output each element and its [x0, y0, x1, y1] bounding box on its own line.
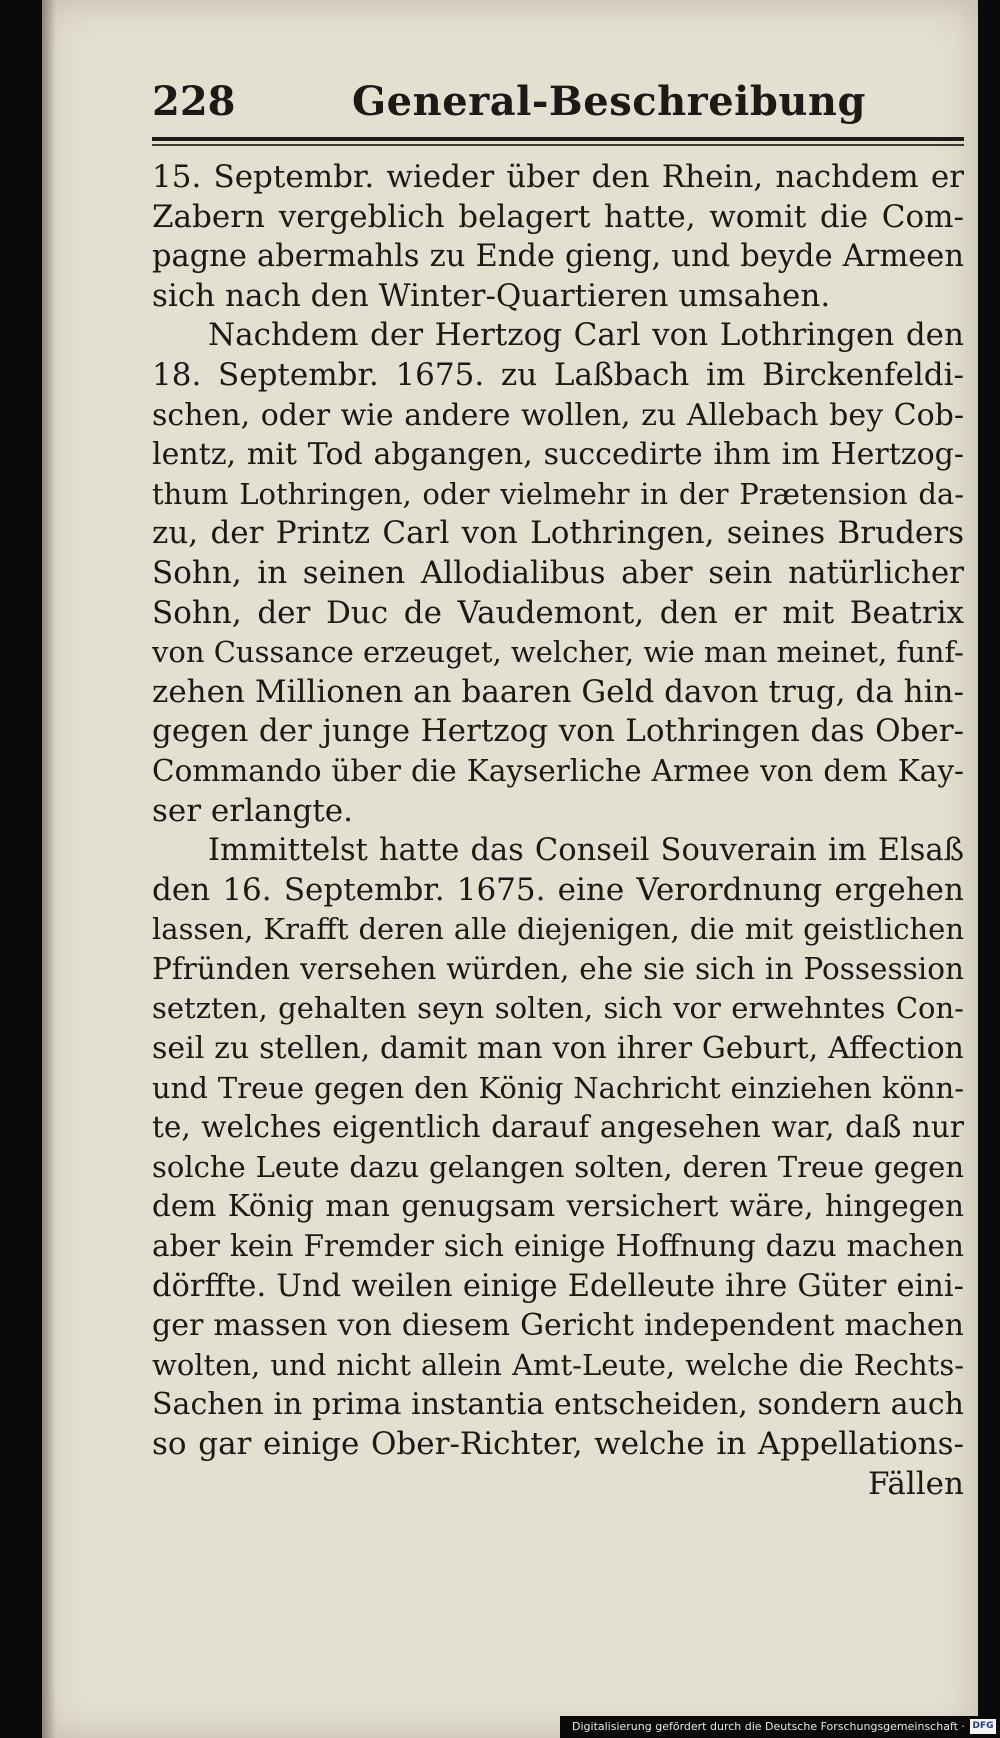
text-line: sich nach den Winter-Quartieren umsahen. — [152, 277, 831, 314]
text-line: pagne abermahls zu Ende gieng, und beyde Armeen — [152, 239, 964, 275]
catchword: Fällen — [867, 1465, 964, 1502]
text-line: Pfründen versehen würden, ehe sie sich in Possession — [152, 951, 964, 986]
text-line: dörffte. Und weilen einige Edelleute ihre Güter eini- — [152, 1268, 964, 1304]
text-line: Immittelst hatte das Conseil Souverain im Elsaß — [208, 833, 964, 869]
text-line: lentz, mit Tod abgangen, succedirte ihm im Hertzog- — [152, 437, 964, 473]
text-line: lassen, Krafft deren alle diejenigen, die mit geistlichen — [152, 912, 964, 947]
text-line: aber kein Fremder sich einige Hoffnung dazu machen — [152, 1229, 964, 1264]
text-line: ger massen von diesem Gericht independent machen — [152, 1308, 964, 1344]
text-line: zu, der Printz Carl von Lothringen, seines Bruders — [152, 515, 964, 552]
paragraph — [152, 316, 964, 831]
text-line: 15. Septembr. wieder über den Rhein, nachdem er — [152, 159, 964, 195]
paragraph — [152, 158, 964, 316]
text-line: 18. Septembr. 1675. zu Laßbach im Birckenfeldi- — [152, 356, 964, 393]
spine-shadow — [42, 0, 56, 1738]
digitization-footer — [560, 1716, 1000, 1738]
running-head: General-Beschreibung — [352, 78, 866, 125]
text-line: schen, oder wie andere wollen, zu Allebach bey Cob- — [152, 397, 964, 433]
text-line: Sohn, in seinen Allodialibus aber sein natürlicher — [152, 554, 964, 591]
page-number: 228 — [152, 78, 236, 125]
text-line: wolten, und nicht allein Amt-Leute, welche die Rechts- — [152, 1347, 964, 1382]
header-rule-thick — [152, 137, 964, 141]
text-line: seil zu stellen, damit man von ihrer Geburt, Affection — [152, 1031, 964, 1067]
header-rule — [152, 137, 964, 147]
text-line: den 16. Septembr. 1675. eine Verordnung ergehen — [152, 871, 964, 908]
text-line: ser erlangte. — [152, 792, 353, 829]
text-line: gegen der junge Hertzog von Lothringen das Ober- — [152, 713, 964, 750]
text-line: thum Lothringen, oder vielmehr in der Prætension da- — [152, 476, 964, 511]
page-header — [152, 78, 964, 130]
paragraph — [152, 831, 964, 1465]
text-line: dem König man genugsam versichert wäre, hingegen — [152, 1189, 964, 1224]
text-line: te, welches eigentlich darauf angesehen war, daß nur — [152, 1110, 964, 1145]
text-line: so gar einige Ober-Richter, welche in Appellations- — [152, 1426, 964, 1462]
text-line: von Cussance erzeuget, welcher, wie man meinet, funf- — [152, 635, 964, 670]
text-line: Sohn, der Duc de Vaudemont, den er mit Beatrix — [152, 594, 964, 631]
header-rule-thin — [152, 144, 964, 146]
text-line: setzten, gehalten seyn solten, sich vor erwehntes Con- — [152, 991, 964, 1026]
text-line: Sachen in prima instantia entscheiden, sondern auch — [152, 1387, 964, 1423]
text-line: solche Leute dazu gelangen solten, deren Treue gegen — [152, 1149, 964, 1184]
text-line: Nachdem der Hertzog Carl von Lothringen den — [208, 317, 964, 354]
text-line: Commando über die Kayserliche Armee von dem Kay- — [152, 753, 964, 788]
footer-credit: Digitalisierung gefördert durch die Deutsche Forschungsgemeinschaft · — [572, 1720, 965, 1733]
book-page — [42, 0, 978, 1738]
text-line: zehen Millionen an baaren Geld davon trug, da hin- — [152, 673, 964, 710]
text-line: Zabern vergeblich belagert hatte, womit die Com- — [152, 198, 964, 235]
dfg-logo: DFG — [970, 1719, 996, 1734]
text-line: und Treue gegen den König Nachricht einziehen könn- — [152, 1070, 964, 1105]
body-text — [152, 158, 964, 1504]
